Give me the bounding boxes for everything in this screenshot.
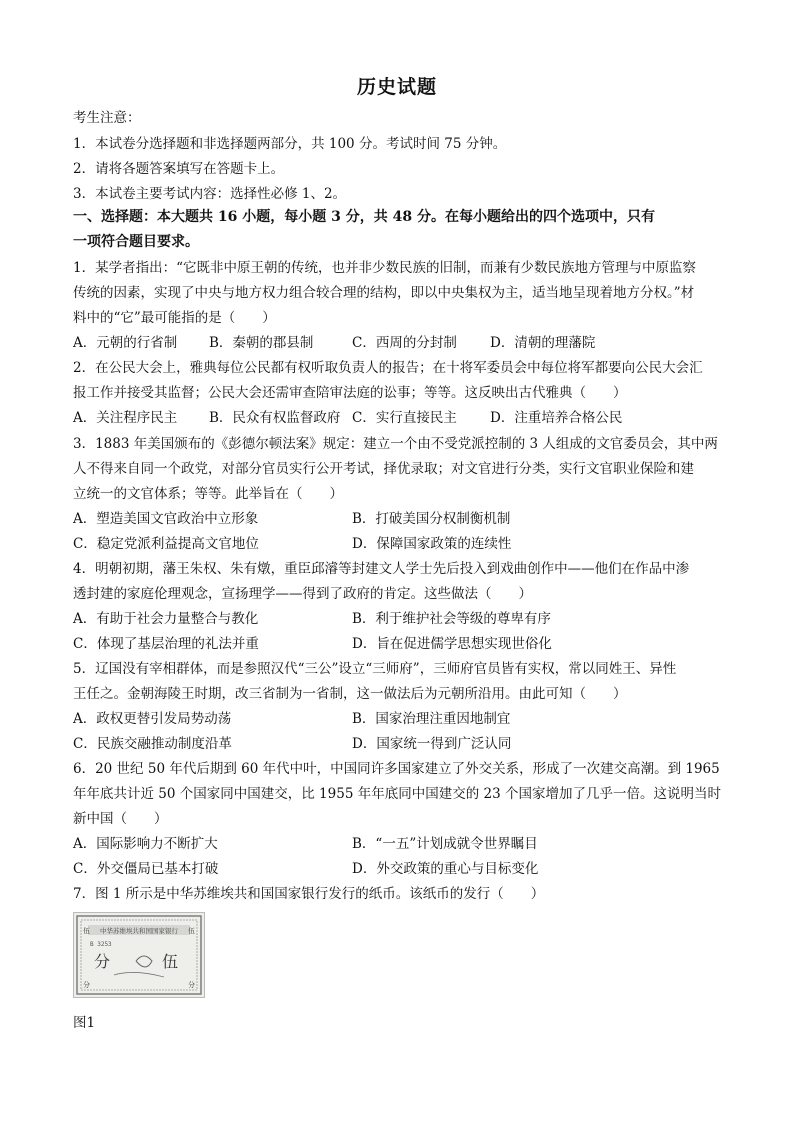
- question-4-option-b: B．利于维护社会等级的尊卑有序: [352, 611, 551, 627]
- question-4-text: 透封建的家庭伦理观念，宣扬理学——得到了政府的肯定。这些做法（ ）: [73, 586, 532, 602]
- question-1-option-b: B．秦朝的郡县制: [209, 335, 314, 351]
- question-5-option-a: A．政权更替引发局势动荡: [73, 711, 232, 727]
- question-2-option-d: D．注重培养合格公民: [490, 410, 623, 426]
- banknote-illustration: [74, 913, 204, 997]
- question-5-option-b: B．国家治理注重因地制宜: [352, 711, 511, 727]
- figure-caption: 图1: [73, 1015, 96, 1031]
- question-6-text: 新中国（ ）: [73, 811, 168, 827]
- banknote-denomination-left: 分: [94, 952, 111, 971]
- question-1-text: 1．某学者指出：“它既非中原王朝的传统，也并非少数民族的旧制，而兼有少数民族地方管理与中原监察: [73, 260, 696, 276]
- question-6-option-b: B．“一五”计划成就令世界瞩目: [352, 836, 538, 852]
- notice-item: 2．请将各题答案填写在答题卡上。: [73, 161, 285, 177]
- question-5-text: 5．辽国没有宰相群体，而是参照汉代“三公”设立“三师府”，三师府官员皆有实权，常以同姓王、异性: [73, 661, 677, 677]
- question-4-option-d: D．旨在促进儒学思想实现世俗化: [352, 636, 552, 652]
- question-3-text: 3．1883 年美国颁布的《彭德尔顿法案》规定：建立一个由不受党派控制的 3 人组成的文官委员会，其中两: [73, 436, 718, 452]
- section-heading: 一、选择题：本大题共 16 小题，每小题 3 分，共 48 分。在每小题给出的四个选项中，只有: [73, 209, 655, 225]
- banknote-issuer-text: 中华苏维埃共和国国家银行: [100, 927, 178, 935]
- question-4-option-c: C．体现了基层治理的礼法并重: [73, 636, 259, 652]
- question-5-option-c: C．民族交融推动制度沿革: [73, 736, 232, 752]
- question-6-option-a: A．国际影响力不断扩大: [73, 836, 218, 852]
- question-4-option-a: A．有助于社会力量整合与教化: [73, 611, 259, 627]
- question-6-text: 年年底共计近 50 个国家同中国建交，比 1955 年年底同中国建交的 23 个国家增加了几乎一倍。这说明当时: [73, 786, 721, 802]
- notice-item: 3．本试卷主要考试内容：选择性必修 1、2。: [73, 186, 347, 202]
- question-3-option-a: A．塑造美国文官政治中立形象: [73, 511, 259, 527]
- question-3-option-b: B．打破美国分权制衡机制: [352, 511, 511, 527]
- banknote-serial: B 3253: [90, 941, 112, 948]
- question-2-option-c: C．实行直接民主: [352, 410, 457, 426]
- question-3-option-d: D．保障国家政策的连续性: [352, 536, 512, 552]
- question-1-text: 传统的因素，实现了中央与地方权力组合较合理的结构，即以中央集权为主，适当地呈现着地方分权。”材: [73, 285, 695, 301]
- question-3-text: 立统一的文官体系；等等。此举旨在（ ）: [73, 486, 343, 502]
- notice-heading: 考生注意：: [73, 110, 141, 126]
- page-title: 历史试题: [356, 76, 437, 98]
- section-heading: 一项符合题目要求。: [73, 234, 199, 250]
- question-1-option-c: C．西周的分封制: [352, 335, 457, 351]
- banknote-corner-text: 分: [188, 981, 195, 989]
- notice-item: 1．本试卷分选择题和非选择题两部分，共 100 分。考试时间 75 分钟。: [73, 136, 507, 152]
- question-1-text: 料中的“它”最可能指的是（ ）: [73, 310, 276, 326]
- question-6-text: 6．20 世纪 50 年代后期到 60 年代中叶，中国同许多国家建立了外交关系，形成了一次建交高潮。到 1965: [73, 761, 720, 777]
- question-4-text: 4．明朝初期，藩王朱权、朱有燉，重臣邱濬等封建文人学士先后投入到戏曲创作中——他们在作品中渗: [73, 561, 690, 577]
- banknote-image: [73, 912, 205, 998]
- question-1-option-a: A．元朝的行省制: [73, 335, 178, 351]
- question-5-option-d: D．国家统一得到广泛认同: [352, 736, 512, 752]
- question-3-text: 人不得来自同一个政党，对部分官员实行公开考试，择优录取；对文官进行分类，实行文官职业保险和建: [73, 461, 694, 477]
- banknote-corner-text: 伍: [188, 927, 195, 935]
- question-5-text: 王任之。金朝海陵王时期，改三省制为一省制，这一做法后为元朝所沿用。由此可知（ ）: [73, 686, 627, 702]
- banknote-denomination-right: 伍: [162, 952, 179, 971]
- question-1-option-d: D．清朝的理藩院: [490, 335, 596, 351]
- question-6-option-d: D．外交政策的重心与目标变化: [352, 861, 539, 877]
- banknote-corner-text: 伍: [83, 927, 90, 935]
- question-2-option-b: B．民众有权监督政府: [209, 410, 341, 426]
- question-2-text: 报工作并接受其监督；公民大会还需审查陪审法庭的讼事；等等。这反映出古代雅典（ ）: [73, 385, 627, 401]
- question-2-option-a: A．关注程序民主: [73, 410, 178, 426]
- question-6-option-c: C．外交僵局已基本打破: [73, 861, 219, 877]
- banknote-corner-text: 分: [83, 981, 90, 989]
- question-3-option-c: C．稳定党派利益提高文官地位: [73, 536, 259, 552]
- question-7-text: 7．图 1 所示是中华苏维埃共和国国家银行发行的纸币。该纸币的发行（ ）: [73, 886, 545, 902]
- question-2-text: 2．在公民大会上，雅典每位公民都有权听取负责人的报告；在十将军委员会中每位将军都要向公民大会汇: [73, 360, 703, 376]
